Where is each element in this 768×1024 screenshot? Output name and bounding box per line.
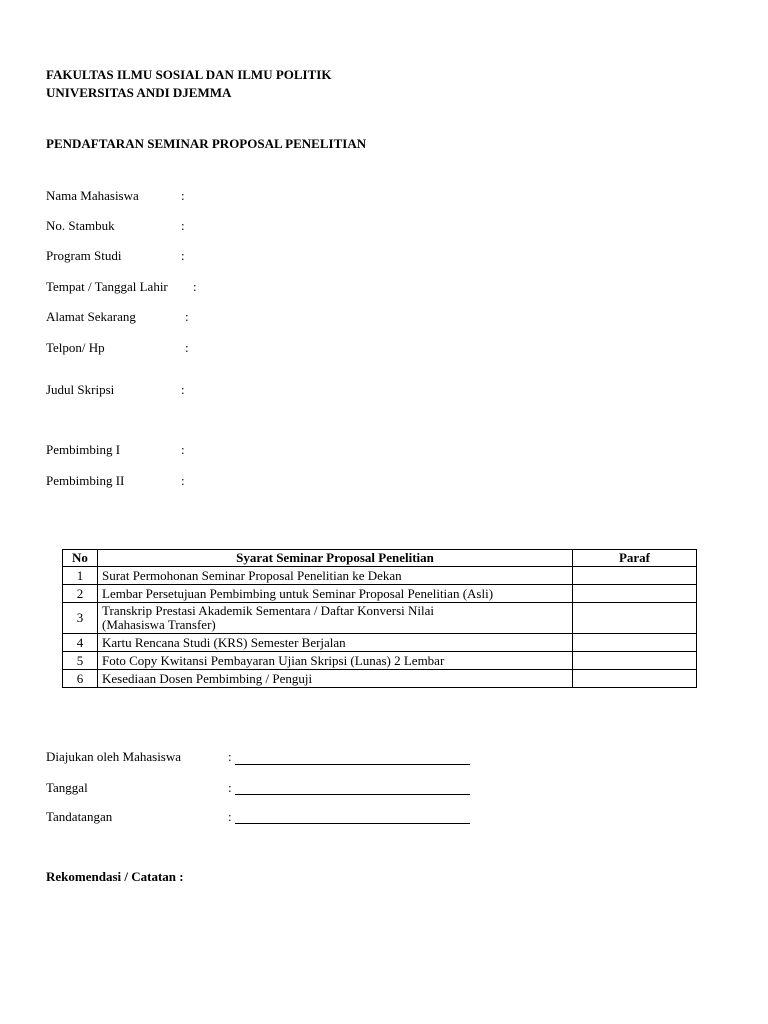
table-row	[63, 603, 697, 634]
field-label-pembimbing-1: Pembimbing I	[46, 442, 121, 457]
sig-colon: :	[228, 809, 232, 824]
paraf-cell	[573, 652, 697, 670]
recommendation-label: Rekomendasi / Catatan :	[46, 869, 184, 884]
field-label-pembimbing-2: Pembimbing II	[46, 473, 125, 488]
row-number: 4	[63, 634, 98, 652]
field-label-judul-skripsi: Judul Skripsi	[46, 382, 115, 397]
table-row	[63, 652, 697, 670]
field-colon: :	[181, 442, 185, 457]
table-row	[63, 567, 697, 585]
paraf-cell	[573, 585, 697, 603]
row-number: 2	[63, 585, 98, 603]
field-label-stambuk: No. Stambuk	[46, 218, 115, 233]
signature-line	[235, 823, 470, 824]
sig-colon: :	[228, 749, 232, 764]
requirement-text: Foto Copy Kwitansi Pembayaran Ujian Skripsi (Lunas) 2 Lembar	[98, 652, 573, 670]
signature-label: Tandatangan	[46, 809, 113, 824]
requirement-text	[98, 603, 573, 634]
requirement-text: Surat Permohonan Seminar Proposal Penelitian ke Dekan	[98, 567, 573, 585]
paraf-cell	[573, 567, 697, 585]
field-label-nama: Nama Mahasiswa	[46, 188, 139, 203]
date-line	[235, 794, 470, 795]
university-name: UNIVERSITAS ANDI DJEMMA	[46, 85, 232, 100]
table-header-row	[63, 550, 697, 567]
paraf-cell	[573, 634, 697, 652]
field-label-ttl: Tempat / Tanggal Lahir	[46, 279, 168, 294]
field-label-program-studi: Program Studi	[46, 248, 122, 263]
submitted-by-line	[235, 764, 470, 765]
field-colon: :	[181, 248, 185, 263]
form-title: PENDAFTARAN SEMINAR PROPOSAL PENELITIAN	[46, 136, 367, 151]
paraf-cell	[573, 603, 697, 634]
date-label: Tanggal	[46, 780, 88, 795]
sig-colon: :	[228, 780, 232, 795]
field-colon: :	[185, 340, 189, 355]
header-requirement: Syarat Seminar Proposal Penelitian	[98, 550, 573, 567]
field-colon: :	[181, 188, 185, 203]
row-number: 3	[63, 603, 98, 634]
requirement-text: Kesediaan Dosen Pembimbing / Penguji	[98, 670, 573, 688]
row-number: 5	[63, 652, 98, 670]
requirement-text: Lembar Persetujuan Pembimbing untuk Seminar Proposal Penelitian (Asli)	[98, 585, 573, 603]
field-colon: :	[181, 382, 185, 397]
requirements-table	[62, 549, 697, 688]
submitted-by-label: Diajukan oleh Mahasiswa	[46, 749, 182, 764]
header-no: No	[63, 550, 98, 567]
faculty-name: FAKULTAS ILMU SOSIAL DAN ILMU POLITIK	[46, 67, 332, 82]
table-row	[63, 585, 697, 603]
field-colon: :	[185, 309, 189, 324]
field-colon: :	[193, 279, 197, 294]
requirement-text-line: Transkrip Prestasi Akademik Sementara / Daftar Konversi Nilai	[102, 603, 435, 618]
row-number: 6	[63, 670, 98, 688]
table-row	[63, 670, 697, 688]
field-colon: :	[181, 473, 185, 488]
field-label-alamat: Alamat Sekarang	[46, 309, 136, 324]
header-paraf: Paraf	[573, 550, 697, 567]
requirement-text-line: (Mahasiswa Transfer)	[102, 617, 216, 632]
paraf-cell	[573, 670, 697, 688]
field-colon: :	[181, 218, 185, 233]
table-row	[63, 634, 697, 652]
row-number: 1	[63, 567, 98, 585]
field-label-telpon: Telpon/ Hp	[46, 340, 105, 355]
requirement-text: Kartu Rencana Studi (KRS) Semester Berjalan	[98, 634, 573, 652]
